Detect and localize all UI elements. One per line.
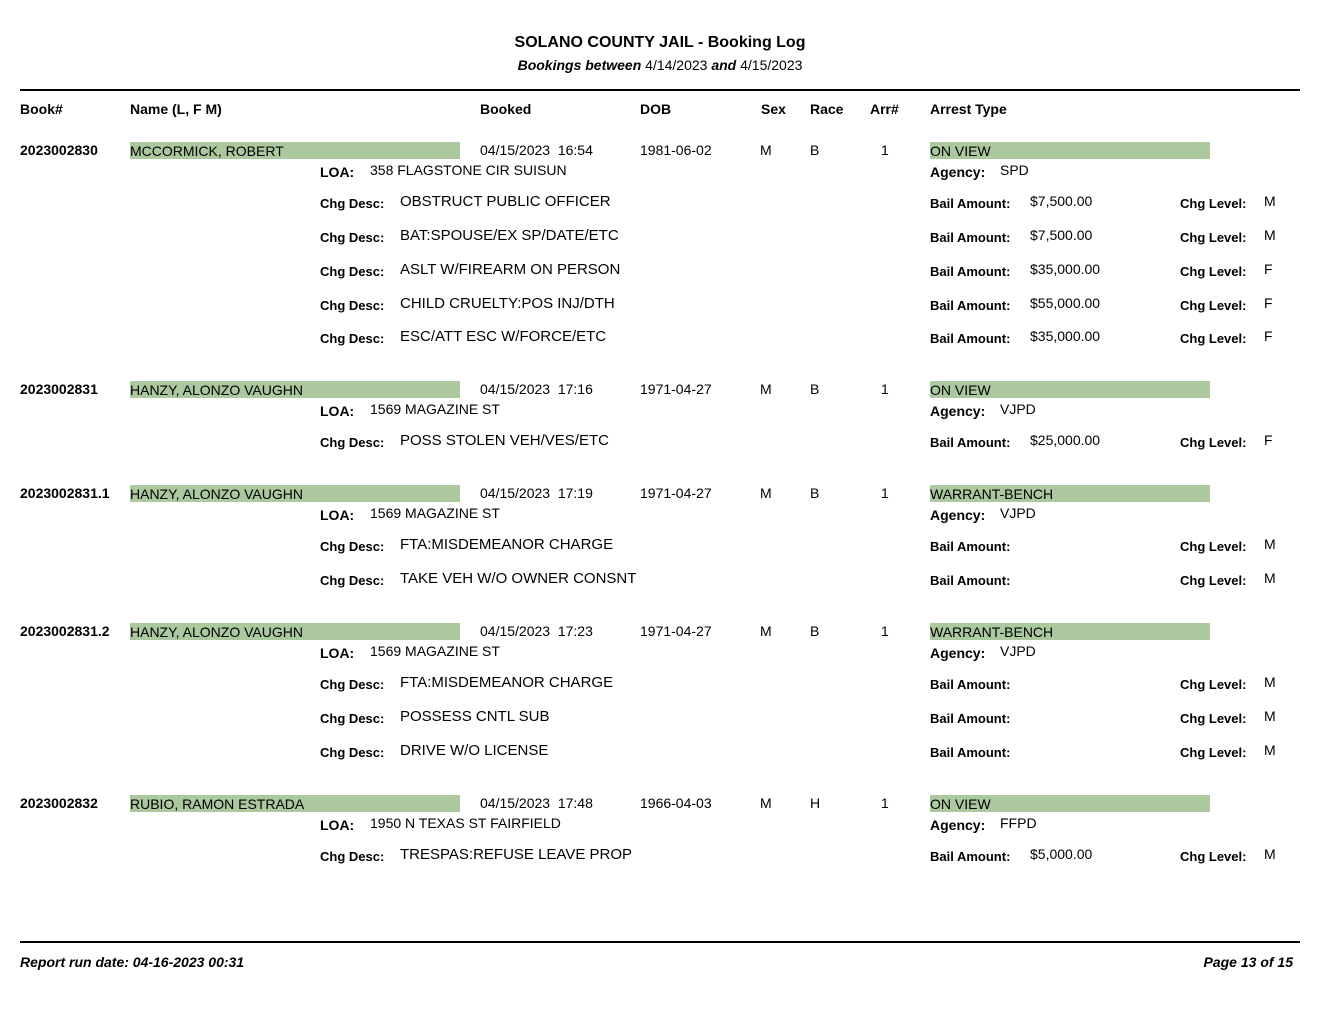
book-number: 2023002831.1 bbox=[20, 485, 110, 501]
bail-amount-label: Bail Amount: bbox=[930, 745, 1011, 760]
arrest-type-text: ON VIEW bbox=[930, 796, 991, 812]
agency-label: Agency: bbox=[930, 403, 986, 419]
inmate-name bbox=[130, 795, 460, 812]
col-book: Book# bbox=[20, 101, 63, 117]
charge-description: FTA:MISDEMEANOR CHARGE bbox=[400, 674, 614, 691]
report-run-date: Report run date: 04-16-2023 00:31 bbox=[20, 954, 245, 970]
charge-level: M bbox=[1264, 846, 1276, 862]
date-to: 4/15/2023 bbox=[740, 57, 803, 73]
booked-datetime: 04/15/2023 17:19 bbox=[480, 485, 593, 501]
charge-level: M bbox=[1264, 708, 1276, 724]
bail-amount-label: Bail Amount: bbox=[930, 849, 1011, 864]
footer-rule bbox=[20, 941, 1300, 943]
agency-label: Agency: bbox=[930, 164, 986, 180]
loa-label: LOA: bbox=[320, 403, 355, 419]
bail-amount: $25,000.00 bbox=[1030, 432, 1101, 448]
page-number: Page 13 of 15 bbox=[1203, 954, 1293, 970]
header-rule bbox=[20, 89, 1300, 91]
chg-level-label: Chg Level: bbox=[1180, 677, 1247, 692]
book-number: 2023002831 bbox=[20, 381, 98, 397]
bail-amount-label: Bail Amount: bbox=[930, 230, 1011, 245]
chg-desc-label: Chg Desc: bbox=[320, 573, 385, 588]
chg-desc-label: Chg Desc: bbox=[320, 539, 385, 554]
loa-label: LOA: bbox=[320, 817, 355, 833]
booked-datetime: 04/15/2023 17:16 bbox=[480, 381, 593, 397]
race: H bbox=[810, 795, 821, 811]
col-arrest-type: Arrest Type bbox=[930, 101, 1007, 117]
chg-desc-label: Chg Desc: bbox=[320, 711, 385, 726]
charge-description: DRIVE W/O LICENSE bbox=[400, 742, 549, 759]
bail-amount-label: Bail Amount: bbox=[930, 711, 1011, 726]
bail-amount: $5,000.00 bbox=[1030, 846, 1093, 862]
charge-level: M bbox=[1264, 674, 1276, 690]
loa-address: 1950 N TEXAS ST FAIRFIELD bbox=[370, 815, 561, 831]
inmate-name-text: HANZY, ALONZO VAUGHN bbox=[130, 382, 303, 398]
charge-description: POSSESS CNTL SUB bbox=[400, 708, 550, 725]
chg-level-label: Chg Level: bbox=[1180, 711, 1247, 726]
bail-amount: $7,500.00 bbox=[1030, 227, 1093, 243]
sex: M bbox=[760, 623, 772, 639]
loa-label: LOA: bbox=[320, 164, 355, 180]
arrest-type-text: WARRANT-BENCH bbox=[930, 486, 1054, 502]
arrest-type bbox=[930, 795, 1210, 812]
chg-level-label: Chg Level: bbox=[1180, 849, 1247, 864]
bail-amount-label: Bail Amount: bbox=[930, 435, 1011, 450]
col-dob: DOB bbox=[640, 101, 672, 117]
arrest-type-text: ON VIEW bbox=[930, 382, 991, 398]
booked-datetime: 04/15/2023 16:54 bbox=[480, 142, 593, 158]
bail-amount-label: Bail Amount: bbox=[930, 298, 1011, 313]
col-booked: Booked bbox=[480, 101, 532, 117]
bail-amount-label: Bail Amount: bbox=[930, 331, 1011, 346]
chg-level-label: Chg Level: bbox=[1180, 298, 1247, 313]
chg-desc-label: Chg Desc: bbox=[320, 677, 385, 692]
chg-desc-label: Chg Desc: bbox=[320, 230, 385, 245]
arrest-number: 1 bbox=[881, 795, 889, 811]
charge-level: M bbox=[1264, 570, 1276, 586]
loa-label: LOA: bbox=[320, 645, 355, 661]
loa-address: 358 FLAGSTONE CIR SUISUN bbox=[370, 162, 567, 178]
bail-amount: $7,500.00 bbox=[1030, 193, 1093, 209]
chg-level-label: Chg Level: bbox=[1180, 264, 1247, 279]
inmate-name-text: HANZY, ALONZO VAUGHN bbox=[130, 486, 303, 502]
inmate-name-text: MCCORMICK, ROBERT bbox=[130, 143, 284, 159]
arrest-type bbox=[930, 142, 1210, 159]
booked-datetime: 04/15/2023 17:23 bbox=[480, 623, 593, 639]
race: B bbox=[810, 142, 820, 158]
arrest-type bbox=[930, 381, 1210, 398]
chg-level-label: Chg Level: bbox=[1180, 539, 1247, 554]
chg-desc-label: Chg Desc: bbox=[320, 331, 385, 346]
booked-datetime: 04/15/2023 17:48 bbox=[480, 795, 593, 811]
charge-description: FTA:MISDEMEANOR CHARGE bbox=[400, 536, 614, 553]
loa-label: LOA: bbox=[320, 507, 355, 523]
charge-level: M bbox=[1264, 193, 1276, 209]
charge-level: M bbox=[1264, 227, 1276, 243]
col-sex: Sex bbox=[761, 101, 786, 117]
inmate-name bbox=[130, 485, 460, 502]
arrest-type-text: WARRANT-BENCH bbox=[930, 624, 1054, 640]
bail-amount-label: Bail Amount: bbox=[930, 264, 1011, 279]
date-from: 4/14/2023 bbox=[645, 57, 708, 73]
inmate-name bbox=[130, 381, 460, 398]
sex: M bbox=[760, 795, 772, 811]
charge-level: M bbox=[1264, 742, 1276, 758]
agency-value: VJPD bbox=[1000, 643, 1036, 659]
charge-description: TRESPAS:REFUSE LEAVE PROP bbox=[400, 846, 633, 863]
chg-level-label: Chg Level: bbox=[1180, 230, 1247, 245]
sex: M bbox=[760, 142, 772, 158]
sex: M bbox=[760, 381, 772, 397]
inmate-name bbox=[130, 623, 460, 640]
bail-amount-label: Bail Amount: bbox=[930, 539, 1011, 554]
charge-description: ASLT W/FIREARM ON PERSON bbox=[400, 261, 621, 278]
loa-address: 1569 MAGAZINE ST bbox=[370, 505, 500, 521]
inmate-name bbox=[130, 142, 460, 159]
col-race: Race bbox=[810, 101, 844, 117]
agency-label: Agency: bbox=[930, 645, 986, 661]
chg-level-label: Chg Level: bbox=[1180, 745, 1247, 760]
arrest-number: 1 bbox=[881, 623, 889, 639]
agency-label: Agency: bbox=[930, 507, 986, 523]
agency-value: VJPD bbox=[1000, 401, 1036, 417]
bail-amount-label: Bail Amount: bbox=[930, 677, 1011, 692]
book-number: 2023002832 bbox=[20, 795, 98, 811]
report-title: SOLANO COUNTY JAIL - Booking Log bbox=[514, 34, 806, 51]
dob: 1966-04-03 bbox=[640, 795, 712, 811]
charge-description: TAKE VEH W/O OWNER CONSNT bbox=[400, 570, 637, 587]
charge-description: POSS STOLEN VEH/VES/ETC bbox=[400, 432, 609, 449]
chg-desc-label: Chg Desc: bbox=[320, 745, 385, 760]
charge-description: OBSTRUCT PUBLIC OFFICER bbox=[400, 193, 611, 210]
book-number: 2023002831.2 bbox=[20, 623, 110, 639]
subtitle-prefix: Bookings between bbox=[517, 57, 642, 73]
race: B bbox=[810, 623, 820, 639]
charge-level: F bbox=[1264, 261, 1273, 277]
agency-value: FFPD bbox=[1000, 815, 1037, 831]
bail-amount-label: Bail Amount: bbox=[930, 196, 1011, 211]
dob: 1981-06-02 bbox=[640, 142, 712, 158]
chg-level-label: Chg Level: bbox=[1180, 435, 1247, 450]
bail-amount: $35,000.00 bbox=[1030, 261, 1101, 277]
inmate-name-text: RUBIO, RAMON ESTRADA bbox=[130, 796, 305, 812]
arrest-type bbox=[930, 485, 1210, 502]
book-number: 2023002830 bbox=[20, 142, 98, 158]
chg-desc-label: Chg Desc: bbox=[320, 298, 385, 313]
agency-value: VJPD bbox=[1000, 505, 1036, 521]
bail-amount: $35,000.00 bbox=[1030, 328, 1101, 344]
charge-level: F bbox=[1264, 432, 1273, 448]
charge-description: BAT:SPOUSE/EX SP/DATE/ETC bbox=[400, 227, 619, 244]
chg-desc-label: Chg Desc: bbox=[320, 196, 385, 211]
agency-label: Agency: bbox=[930, 817, 986, 833]
inmate-name-text: HANZY, ALONZO VAUGHN bbox=[130, 624, 303, 640]
bail-amount: $55,000.00 bbox=[1030, 295, 1101, 311]
charge-level: M bbox=[1264, 536, 1276, 552]
arrest-type-text: ON VIEW bbox=[930, 143, 991, 159]
chg-desc-label: Chg Desc: bbox=[320, 849, 385, 864]
loa-address: 1569 MAGAZINE ST bbox=[370, 643, 500, 659]
loa-address: 1569 MAGAZINE ST bbox=[370, 401, 500, 417]
sex: M bbox=[760, 485, 772, 501]
chg-level-label: Chg Level: bbox=[1180, 573, 1247, 588]
charge-description: CHILD CRUELTY:POS INJ/DTH bbox=[400, 295, 615, 312]
arrest-number: 1 bbox=[881, 142, 889, 158]
bail-amount-label: Bail Amount: bbox=[930, 573, 1011, 588]
arrest-type bbox=[930, 623, 1210, 640]
report-subtitle bbox=[0, 57, 1320, 73]
race: B bbox=[810, 381, 820, 397]
charge-level: F bbox=[1264, 295, 1273, 311]
col-name: Name (L, F M) bbox=[130, 101, 222, 117]
chg-desc-label: Chg Desc: bbox=[320, 435, 385, 450]
charge-description: ESC/ATT ESC W/FORCE/ETC bbox=[400, 328, 607, 345]
subtitle-and: and bbox=[711, 57, 737, 73]
chg-desc-label: Chg Desc: bbox=[320, 264, 385, 279]
chg-level-label: Chg Level: bbox=[1180, 196, 1247, 211]
chg-level-label: Chg Level: bbox=[1180, 331, 1247, 346]
dob: 1971-04-27 bbox=[640, 381, 712, 397]
charge-level: F bbox=[1264, 328, 1273, 344]
race: B bbox=[810, 485, 820, 501]
arrest-number: 1 bbox=[881, 381, 889, 397]
dob: 1971-04-27 bbox=[640, 485, 712, 501]
agency-value: SPD bbox=[1000, 162, 1029, 178]
col-arr: Arr# bbox=[870, 101, 899, 117]
dob: 1971-04-27 bbox=[640, 623, 712, 639]
arrest-number: 1 bbox=[881, 485, 889, 501]
